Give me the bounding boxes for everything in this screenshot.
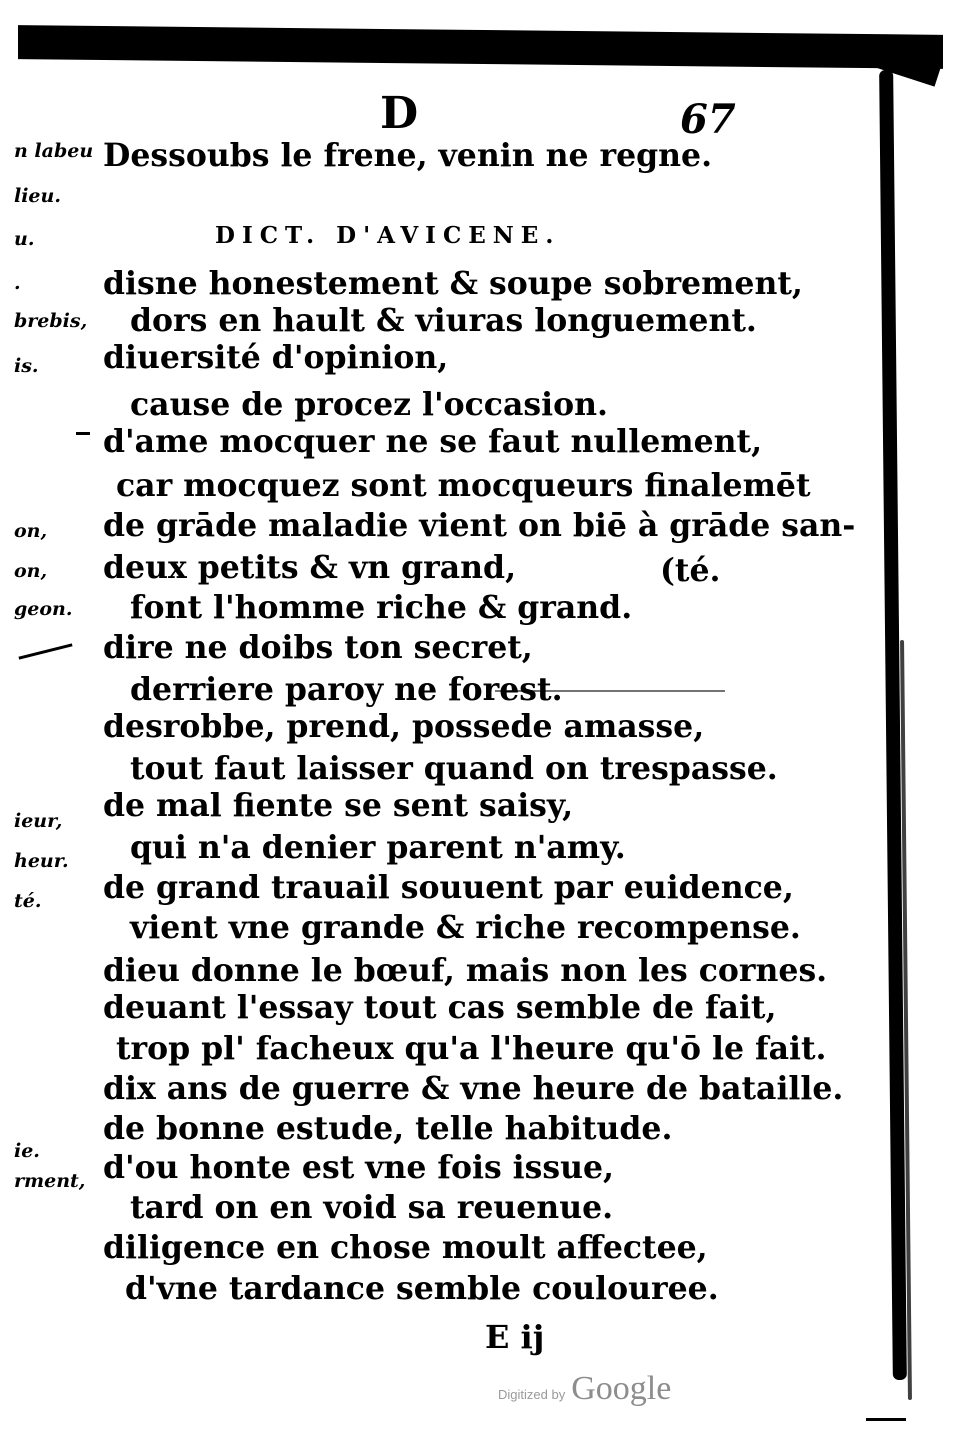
verse-line: deux petits & vn grand, [103,549,517,586]
verse-line: disne honestement & soupe sobrement, [103,265,803,302]
verse-line: d'ame mocquer ne se faut nullement, [103,423,763,460]
section-heading: DICT. D'AVICENE. [215,222,561,249]
running-head-letter: D [380,88,420,139]
verse-line: deuant l'essay tout cas semble de fait, [103,989,777,1026]
margin-dash-left [18,643,72,659]
margin-note: rment, [14,1170,86,1192]
margin-note: on, [14,520,48,542]
margin-note: . [14,272,21,294]
scan-top-border [18,25,943,69]
page-number: 67 [680,96,736,143]
verse-line: dire ne doibs ton secret, [103,629,533,666]
digitized-by-watermark [498,1370,671,1408]
verse-line: cause de procez l'occasion. [130,386,608,423]
verse-line: de bonne estude, telle habitude. [103,1110,673,1147]
margin-note: brebis, [14,310,88,332]
verse-line: d'ou honte est vne fois issue, [103,1149,614,1186]
google-logo: Google [571,1370,672,1407]
verse-line-first: Dessoubs le frene, venin ne regne. [103,137,713,174]
margin-note: ieur, [14,810,63,832]
margin-note: geon. [14,598,73,620]
margin-note: n labeu [14,140,94,162]
verse-line: derriere paroy ne forest. [130,671,563,708]
margin-note: on, [14,560,48,582]
verse-line: car mocquez sont mocqueurs finalemēt [116,467,811,504]
verse-line: de grand trauail souuent par euidence, [103,869,794,906]
verse-line: font l'homme riche & grand. [130,589,633,626]
verse-line: de grāde maladie vient on biē à grāde san- [103,507,856,544]
margin-note: heur. [14,850,69,872]
verse-line: vient vne grande & riche recompense. [130,909,801,946]
margin-dash-left-small [76,432,90,435]
signature-mark: E ij [485,1318,545,1356]
margin-note: is. [14,355,39,377]
verse-line: de mal fiente se sent saisy, [103,787,574,824]
digitized-prefix: Digitized by [498,1387,566,1402]
verse-line: tout faut laisser quand on trespasse. [130,750,778,787]
margin-note: ie. [14,1140,40,1162]
margin-note: té. [14,890,42,912]
verse-line: d'vne tardance semble coulouree. [125,1270,719,1307]
verse-line: tard on en void sa reuenue. [130,1189,614,1226]
margin-note: u. [14,228,35,250]
margin-note: lieu. [14,185,61,207]
verse-line: dors en hault & viuras longuement. [130,302,757,339]
bottom-corner-rule [866,1418,906,1421]
verse-line: desrobbe, prend, possede amasse, [103,708,705,745]
verse-line-continuation: (té. [660,552,721,589]
verse-line: qui n'a denier parent n'amy. [130,829,626,866]
verse-line: diuersité d'opinion, [103,339,449,376]
verse-line: dieu donne le bœuf, mais non les cornes. [103,952,828,989]
verse-line: trop pl' facheux qu'a l'heure qu'ō le fait. [116,1030,827,1067]
verse-line: dix ans de guerre & vne heure de bataille. [103,1070,844,1107]
verse-line: diligence en chose moult affectee, [103,1229,708,1266]
